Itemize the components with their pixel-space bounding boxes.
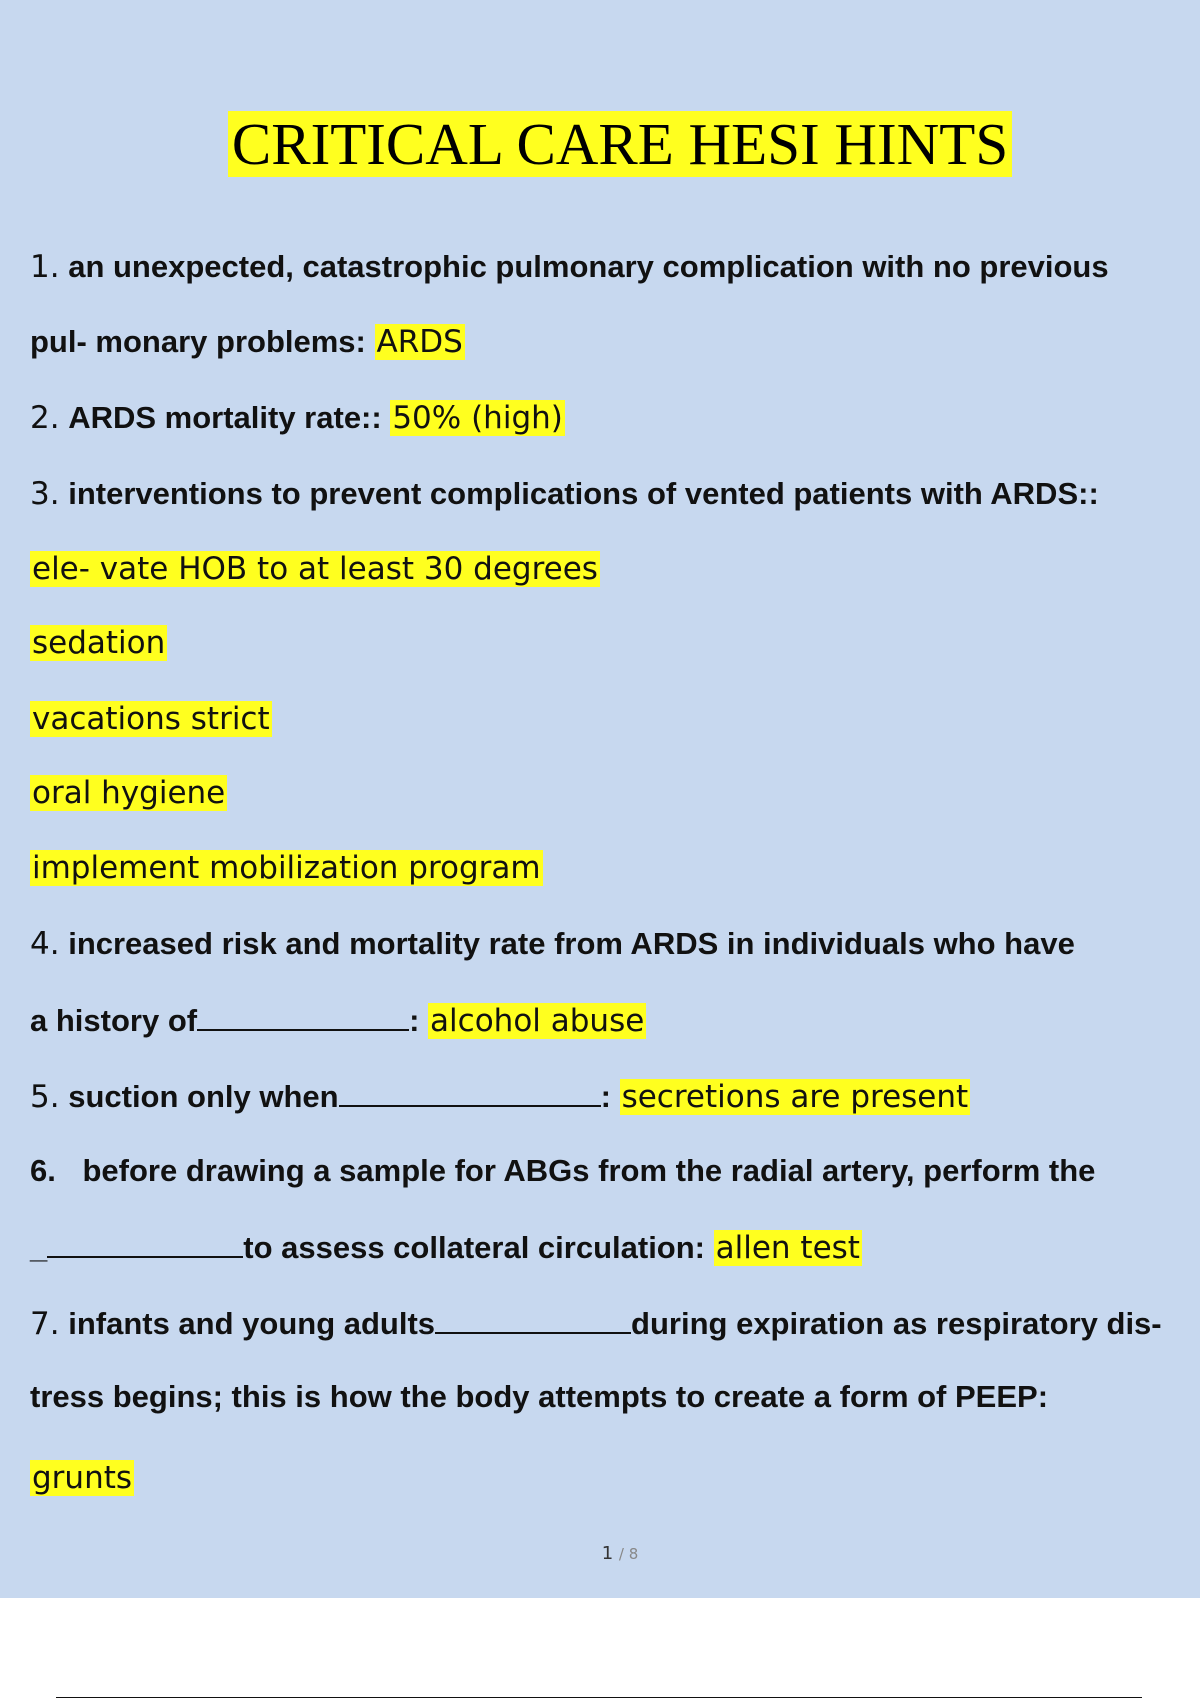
page-indicator (0, 1543, 1200, 1564)
item-number: 5. (30, 1079, 60, 1115)
item-answer: 50% (high) (392, 400, 563, 436)
item-3-answer-5 (30, 848, 543, 888)
fill-in-blank (435, 1302, 631, 1334)
item-answer: ele- vate HOB to at least 30 degrees (32, 551, 598, 587)
item-answer: ARDS (376, 324, 463, 360)
document-title: CRITICAL CARE HESI HINTS (228, 111, 1012, 177)
item-answer: allen test (715, 1230, 860, 1266)
item-answer: implement mobilization program (32, 850, 541, 886)
item-6-line-1 (30, 1151, 1095, 1191)
item-2-line-1 (30, 398, 565, 438)
item-answer: sedation (32, 625, 166, 661)
item-question: suction only when (68, 1079, 339, 1114)
item-question: interventions to prevent complications of vented patients with ARDS:: (68, 476, 1099, 511)
item-question: a history of (30, 1003, 198, 1038)
item-question-suffix: during expiration as respiratory dis- (631, 1306, 1162, 1341)
item-5-line-1 (30, 1075, 970, 1117)
page-total: / 8 (618, 1545, 639, 1563)
item-7-line-1 (30, 1302, 1162, 1344)
item-number: 7. (30, 1306, 60, 1342)
item-3-answer-1 (30, 549, 600, 589)
item-answer: grunts (32, 1460, 133, 1496)
item-number: 6. (30, 1153, 56, 1188)
item-question: to assess collateral circulation: (243, 1230, 705, 1265)
item-answer: alcohol abuse (430, 1003, 645, 1039)
item-question: ARDS mortality rate:: (68, 400, 382, 435)
item-number: 3. (30, 476, 60, 512)
item-question: tress begins; this is how the body attempts to create a form of PEEP: (30, 1379, 1049, 1414)
fill-in-blank (339, 1075, 601, 1107)
item-number: 1. (30, 249, 60, 285)
item-number: 4. (30, 926, 60, 962)
fill-in-blank (47, 1226, 243, 1258)
item-question: infants and young adults (68, 1306, 436, 1341)
item-3-answer-4 (30, 773, 227, 813)
item-3-line-1 (30, 474, 1099, 514)
page-current: 1 (601, 1543, 614, 1564)
item-question: increased risk and mortality rate from ARDS in individuals who have (68, 926, 1075, 961)
item-question-suffix: : (600, 1079, 611, 1114)
item-1-line-2 (30, 322, 465, 362)
item-question-suffix: : (409, 1003, 420, 1038)
item-4-line-2 (30, 999, 646, 1041)
item-3-answer-3 (30, 699, 272, 739)
item-question: an unexpected, catastrophic pulmonary complication with no previous (68, 249, 1109, 284)
item-6-line-2 (30, 1226, 862, 1268)
item-answer: secretions are present (621, 1079, 969, 1115)
item-3-answer-2 (30, 623, 167, 663)
item-7-line-2 (30, 1377, 1048, 1417)
item-7-answer (30, 1458, 134, 1498)
item-4-line-1 (30, 924, 1075, 964)
document-title-wrap (0, 108, 1200, 180)
item-question: pul- monary problems: (30, 324, 366, 359)
fill-in-blank (197, 999, 409, 1031)
next-page-rule (56, 1697, 1142, 1698)
item-question: before drawing a sample for ABGs from the radial artery, perform the (82, 1153, 1096, 1188)
item-answer: vacations strict (32, 701, 270, 737)
item-1-line-1 (30, 247, 1109, 287)
item-question-lead: _ (30, 1230, 48, 1265)
item-answer: oral hygiene (32, 775, 226, 811)
item-number: 2. (30, 400, 60, 436)
